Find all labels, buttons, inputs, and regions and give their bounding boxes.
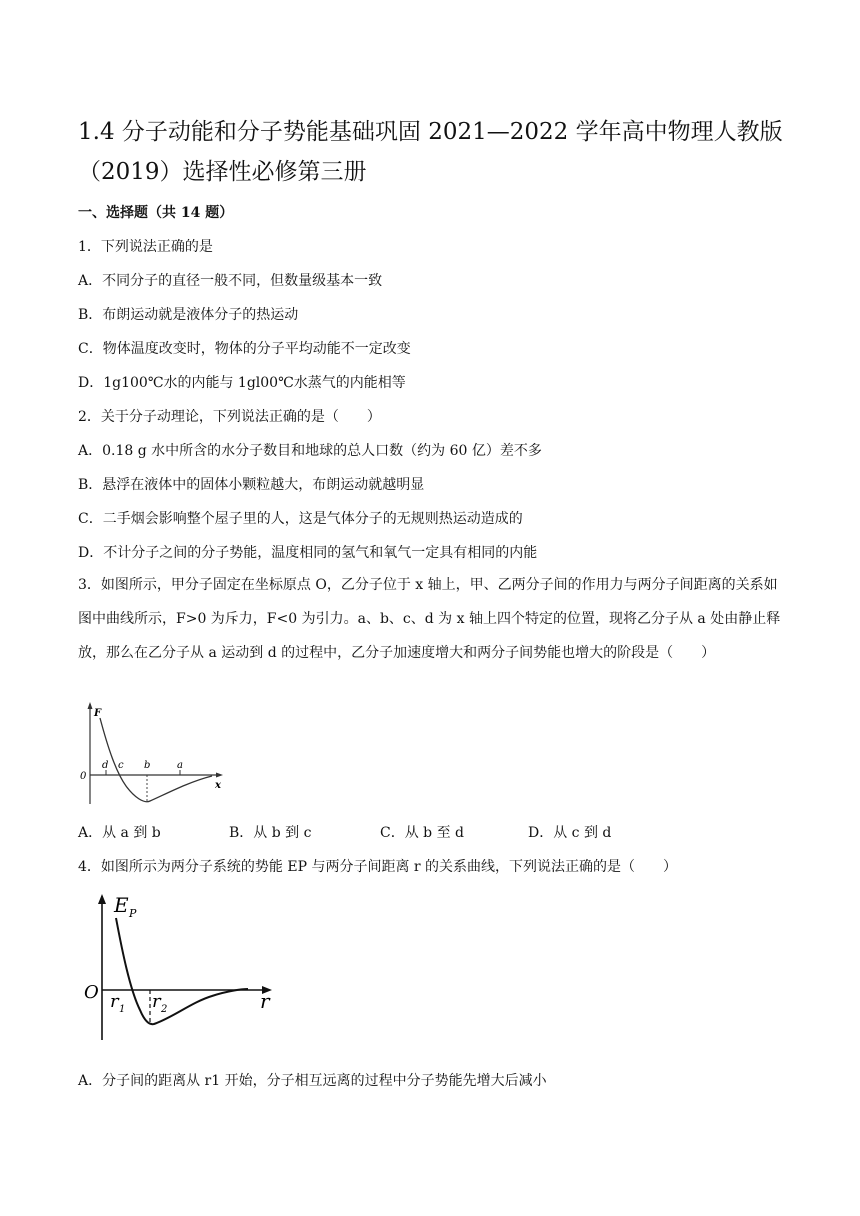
question-3-option-a: A．从 a 到 b bbox=[78, 825, 161, 841]
question-3-option-d: D．从 c 到 d bbox=[528, 825, 612, 841]
title-line-1: 1.4 分子动能和分子势能基础巩固 2021—2022 学年高中物理人教版 bbox=[78, 119, 783, 145]
origin-label: 0 bbox=[80, 771, 87, 782]
question-1-stem: 1．下列说法正确的是 bbox=[78, 239, 213, 255]
question-3-option-c: C．从 b 至 d bbox=[380, 825, 464, 841]
question-1-option-d: D．1g100℃水的内能与 1gl00℃水蒸气的内能相等 bbox=[78, 375, 406, 391]
question-4-stem: 4．如图所示为两分子系统的势能 EP 与两分子间距离 r 的关系曲线，下列说法正确的是（ ） bbox=[78, 859, 678, 875]
potential-energy-graph bbox=[82, 890, 282, 1050]
question-3-option-b: B．从 b 到 c bbox=[229, 825, 312, 841]
r2-label: r bbox=[152, 991, 161, 1012]
r1-label: r bbox=[110, 991, 119, 1012]
question-2-option-b: B．悬浮在液体中的固体小颗粒越大，布朗运动就越明显 bbox=[78, 477, 425, 493]
point-label-d: d bbox=[102, 760, 109, 771]
point-label-c: c bbox=[118, 760, 124, 771]
question-3-stem: 3．如图所示，甲分子固定在坐标原点 O，乙分子位于 x 轴上，甲、乙两分子间的作用力与两分子间距离的关系如图中曲线所示，F>0 为斥力，F<0 为引力。a、b、c、d 为 x 轴上四个特定的位置，现将乙分子从 a 处由静止释放，那么在乙分子从 a 运动到 d 的过程中，乙分子加速度增大和两分子间势能也增大的阶段是（ ） bbox=[78, 577, 781, 661]
x-label: x bbox=[215, 780, 221, 791]
y-axis-arrow bbox=[98, 894, 106, 904]
x-label: r bbox=[260, 989, 270, 1013]
point-label-b: b bbox=[144, 760, 151, 771]
force-curve bbox=[100, 718, 212, 802]
point-label-a: a bbox=[177, 760, 183, 771]
force-distance-graph bbox=[78, 700, 228, 810]
document-title bbox=[78, 112, 798, 192]
r1-subscript: 1 bbox=[119, 1004, 126, 1015]
question-2-stem: 2．关于分子动理论，下列说法正确的是（ ） bbox=[78, 409, 381, 425]
title-line-2: （2019）选择性必修第三册 bbox=[78, 159, 367, 185]
y-label-subscript: P bbox=[129, 907, 137, 920]
question-2-option-a: A．0.18 g 水中所含的水分子数目和地球的总人口数（约为 60 亿）差不多 bbox=[78, 443, 542, 459]
question-4-option-a: A．分子间的距离从 r1 开始，分子相互远离的过程中分子势能先增大后减小 bbox=[78, 1073, 547, 1089]
question-2-option-c: C．二手烟会影响整个屋子里的人，这是气体分子的无规则热运动造成的 bbox=[78, 511, 523, 527]
potential-curve bbox=[116, 918, 248, 1024]
question-1-option-b: B．布朗运动就是液体分子的热运动 bbox=[78, 307, 299, 323]
y-label: E bbox=[114, 893, 129, 917]
y-label: F bbox=[94, 708, 102, 719]
origin-label: O bbox=[84, 982, 99, 1003]
question-1-option-c: C．物体温度改变时，物体的分子平均动能不一定改变 bbox=[78, 341, 411, 357]
section-heading: 一、选择题（共 14 题） bbox=[78, 205, 234, 221]
x-axis-arrow bbox=[216, 773, 223, 778]
question-2-option-d: D．不计分子之间的分子势能，温度相同的氢气和氧气一定具有相同的内能 bbox=[78, 545, 538, 561]
question-1-option-a: A．不同分子的直径一般不同，但数量级基本一致 bbox=[78, 273, 383, 289]
y-axis-arrow bbox=[88, 702, 93, 709]
r2-subscript: 2 bbox=[161, 1004, 168, 1015]
